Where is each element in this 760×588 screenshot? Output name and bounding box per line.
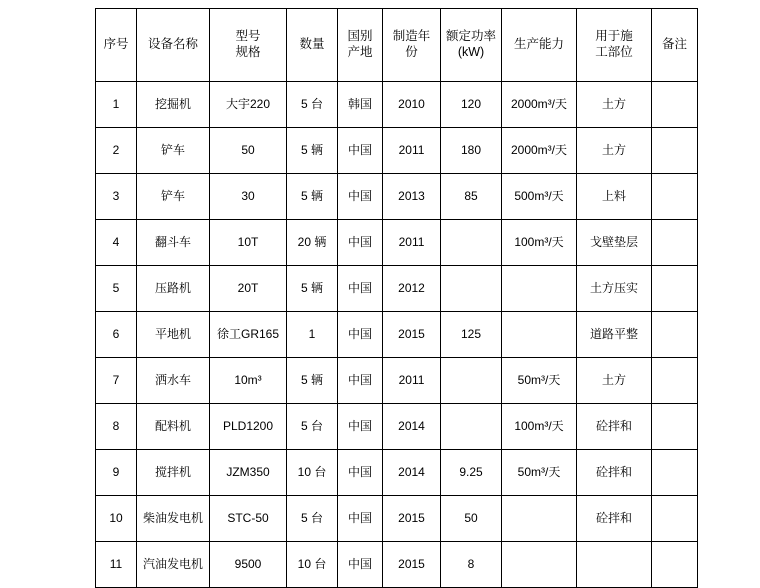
table-row bbox=[96, 404, 698, 450]
cell-model-spec: 50 bbox=[210, 128, 287, 174]
column-header-line: 产地 bbox=[347, 45, 373, 59]
cell-model-spec: JZM350 bbox=[210, 450, 287, 496]
cell-quantity: 5 台 bbox=[287, 82, 338, 128]
cell-equipment-name: 配料机 bbox=[137, 404, 210, 450]
cell-model-spec: 30 bbox=[210, 174, 287, 220]
cell-no: 6 bbox=[96, 312, 137, 358]
cell-usage-part bbox=[577, 542, 652, 588]
cell-equipment-name: 翻斗车 bbox=[137, 220, 210, 266]
cell-equipment-name: 挖掘机 bbox=[137, 82, 210, 128]
cell-model-spec: STC-50 bbox=[210, 496, 287, 542]
cell-quantity: 5 辆 bbox=[287, 174, 338, 220]
cell-no: 1 bbox=[96, 82, 137, 128]
cell-model-spec: 9500 bbox=[210, 542, 287, 588]
cell-capacity: 100m³/天 bbox=[502, 220, 577, 266]
cell-quantity: 5 辆 bbox=[287, 266, 338, 312]
cell-origin: 中国 bbox=[338, 358, 383, 404]
column-header-line: 额定功率 bbox=[445, 29, 496, 44]
cell-quantity: 5 辆 bbox=[287, 358, 338, 404]
cell-capacity bbox=[502, 312, 577, 358]
cell-origin: 中国 bbox=[338, 174, 383, 220]
cell-quantity: 1 bbox=[287, 312, 338, 358]
cell-rated-power bbox=[441, 220, 502, 266]
table-body bbox=[96, 82, 698, 588]
cell-capacity bbox=[502, 542, 577, 588]
cell-no: 7 bbox=[96, 358, 137, 404]
table-row bbox=[96, 174, 698, 220]
cell-usage-part: 土方 bbox=[577, 82, 652, 128]
equipment-table-container bbox=[95, 8, 687, 588]
cell-manufacture-year: 2012 bbox=[383, 266, 441, 312]
cell-remark bbox=[652, 404, 698, 450]
cell-remark bbox=[652, 450, 698, 496]
column-header-line: 国别 bbox=[347, 29, 373, 44]
cell-quantity: 5 台 bbox=[287, 404, 338, 450]
cell-origin: 中国 bbox=[338, 496, 383, 542]
column-header-line: 份 bbox=[405, 45, 418, 59]
column-header-no bbox=[96, 9, 137, 82]
table-row bbox=[96, 82, 698, 128]
cell-manufacture-year: 2015 bbox=[383, 312, 441, 358]
cell-rated-power: 8 bbox=[441, 542, 502, 588]
cell-usage-part: 砼拌和 bbox=[577, 450, 652, 496]
cell-origin: 中国 bbox=[338, 542, 383, 588]
cell-equipment-name: 柴油发电机 bbox=[137, 496, 210, 542]
cell-usage-part: 砼拌和 bbox=[577, 404, 652, 450]
cell-origin: 中国 bbox=[338, 312, 383, 358]
cell-origin: 中国 bbox=[338, 404, 383, 450]
cell-equipment-name: 汽油发电机 bbox=[137, 542, 210, 588]
table-header-row bbox=[96, 9, 698, 82]
cell-no: 11 bbox=[96, 542, 137, 588]
equipment-table bbox=[95, 8, 698, 588]
cell-remark bbox=[652, 496, 698, 542]
column-header-origin bbox=[338, 9, 383, 82]
cell-model-spec: 大宇220 bbox=[210, 82, 287, 128]
cell-manufacture-year: 2015 bbox=[383, 496, 441, 542]
cell-no: 3 bbox=[96, 174, 137, 220]
cell-rated-power bbox=[441, 404, 502, 450]
cell-usage-part: 土方压实 bbox=[577, 266, 652, 312]
table-row bbox=[96, 358, 698, 404]
column-header-line: 备注 bbox=[661, 37, 687, 52]
column-header-manufacture-year bbox=[383, 9, 441, 82]
column-header-capacity bbox=[502, 9, 577, 82]
cell-rated-power: 9.25 bbox=[441, 450, 502, 496]
cell-origin: 中国 bbox=[338, 220, 383, 266]
cell-quantity: 10 台 bbox=[287, 542, 338, 588]
cell-manufacture-year: 2015 bbox=[383, 542, 441, 588]
cell-capacity: 50m³/天 bbox=[502, 450, 577, 496]
column-header-line: 工部位 bbox=[595, 45, 633, 59]
cell-no: 8 bbox=[96, 404, 137, 450]
column-header-line: 设备名称 bbox=[147, 37, 198, 52]
table-row bbox=[96, 220, 698, 266]
column-header-line: 用于施 bbox=[595, 29, 633, 44]
cell-rated-power: 85 bbox=[441, 174, 502, 220]
column-header-equipment-name bbox=[137, 9, 210, 82]
cell-model-spec: 徐工GR165 bbox=[210, 312, 287, 358]
cell-usage-part: 土方 bbox=[577, 358, 652, 404]
cell-remark bbox=[652, 266, 698, 312]
cell-usage-part: 上料 bbox=[577, 174, 652, 220]
cell-quantity: 20 辆 bbox=[287, 220, 338, 266]
cell-manufacture-year: 2013 bbox=[383, 174, 441, 220]
table-row bbox=[96, 496, 698, 542]
column-header-line: 规格 bbox=[235, 45, 261, 59]
cell-remark bbox=[652, 542, 698, 588]
cell-equipment-name: 铲车 bbox=[137, 174, 210, 220]
cell-equipment-name: 搅拌机 bbox=[137, 450, 210, 496]
cell-no: 9 bbox=[96, 450, 137, 496]
cell-rated-power: 180 bbox=[441, 128, 502, 174]
cell-usage-part: 道路平整 bbox=[577, 312, 652, 358]
cell-origin: 中国 bbox=[338, 450, 383, 496]
cell-origin: 中国 bbox=[338, 128, 383, 174]
cell-remark bbox=[652, 358, 698, 404]
cell-usage-part: 砼拌和 bbox=[577, 496, 652, 542]
cell-equipment-name: 铲车 bbox=[137, 128, 210, 174]
cell-manufacture-year: 2011 bbox=[383, 358, 441, 404]
cell-no: 2 bbox=[96, 128, 137, 174]
cell-rated-power: 120 bbox=[441, 82, 502, 128]
cell-rated-power bbox=[441, 358, 502, 404]
column-header-line: (kW) bbox=[457, 45, 485, 59]
cell-capacity bbox=[502, 496, 577, 542]
cell-capacity: 500m³/天 bbox=[502, 174, 577, 220]
cell-remark bbox=[652, 174, 698, 220]
cell-rated-power: 50 bbox=[441, 496, 502, 542]
cell-remark bbox=[652, 82, 698, 128]
cell-quantity: 5 辆 bbox=[287, 128, 338, 174]
cell-manufacture-year: 2011 bbox=[383, 128, 441, 174]
table-row bbox=[96, 312, 698, 358]
column-header-usage-part bbox=[577, 9, 652, 82]
cell-model-spec: 10m³ bbox=[210, 358, 287, 404]
cell-remark bbox=[652, 128, 698, 174]
column-header-model-spec bbox=[210, 9, 287, 82]
cell-equipment-name: 平地机 bbox=[137, 312, 210, 358]
table-row bbox=[96, 450, 698, 496]
cell-remark bbox=[652, 312, 698, 358]
cell-remark bbox=[652, 220, 698, 266]
cell-capacity: 100m³/天 bbox=[502, 404, 577, 450]
cell-origin: 韩国 bbox=[338, 82, 383, 128]
cell-no: 4 bbox=[96, 220, 137, 266]
cell-quantity: 10 台 bbox=[287, 450, 338, 496]
cell-model-spec: 10T bbox=[210, 220, 287, 266]
column-header-line: 生产能力 bbox=[513, 37, 564, 52]
cell-model-spec: PLD1200 bbox=[210, 404, 287, 450]
cell-capacity: 50m³/天 bbox=[502, 358, 577, 404]
cell-quantity: 5 台 bbox=[287, 496, 338, 542]
cell-manufacture-year: 2014 bbox=[383, 404, 441, 450]
table-row bbox=[96, 128, 698, 174]
cell-origin: 中国 bbox=[338, 266, 383, 312]
cell-model-spec: 20T bbox=[210, 266, 287, 312]
cell-manufacture-year: 2011 bbox=[383, 220, 441, 266]
column-header-line: 型号 bbox=[235, 29, 261, 44]
table-row bbox=[96, 266, 698, 312]
cell-capacity: 2000m³/天 bbox=[502, 82, 577, 128]
column-header-remark bbox=[652, 9, 698, 82]
column-header-line: 数量 bbox=[299, 37, 325, 52]
cell-equipment-name: 洒水车 bbox=[137, 358, 210, 404]
cell-no: 10 bbox=[96, 496, 137, 542]
cell-manufacture-year: 2014 bbox=[383, 450, 441, 496]
cell-capacity: 2000m³/天 bbox=[502, 128, 577, 174]
cell-no: 5 bbox=[96, 266, 137, 312]
column-header-quantity bbox=[287, 9, 338, 82]
table-header bbox=[96, 9, 698, 82]
cell-equipment-name: 压路机 bbox=[137, 266, 210, 312]
cell-capacity bbox=[502, 266, 577, 312]
column-header-line: 制造年 bbox=[392, 29, 431, 44]
column-header-line: 序号 bbox=[103, 37, 129, 52]
cell-usage-part: 土方 bbox=[577, 128, 652, 174]
cell-manufacture-year: 2010 bbox=[383, 82, 441, 128]
column-header-rated-power bbox=[441, 9, 502, 82]
cell-rated-power: 125 bbox=[441, 312, 502, 358]
table-row bbox=[96, 542, 698, 588]
cell-rated-power bbox=[441, 266, 502, 312]
cell-usage-part: 戈壁垫层 bbox=[577, 220, 652, 266]
